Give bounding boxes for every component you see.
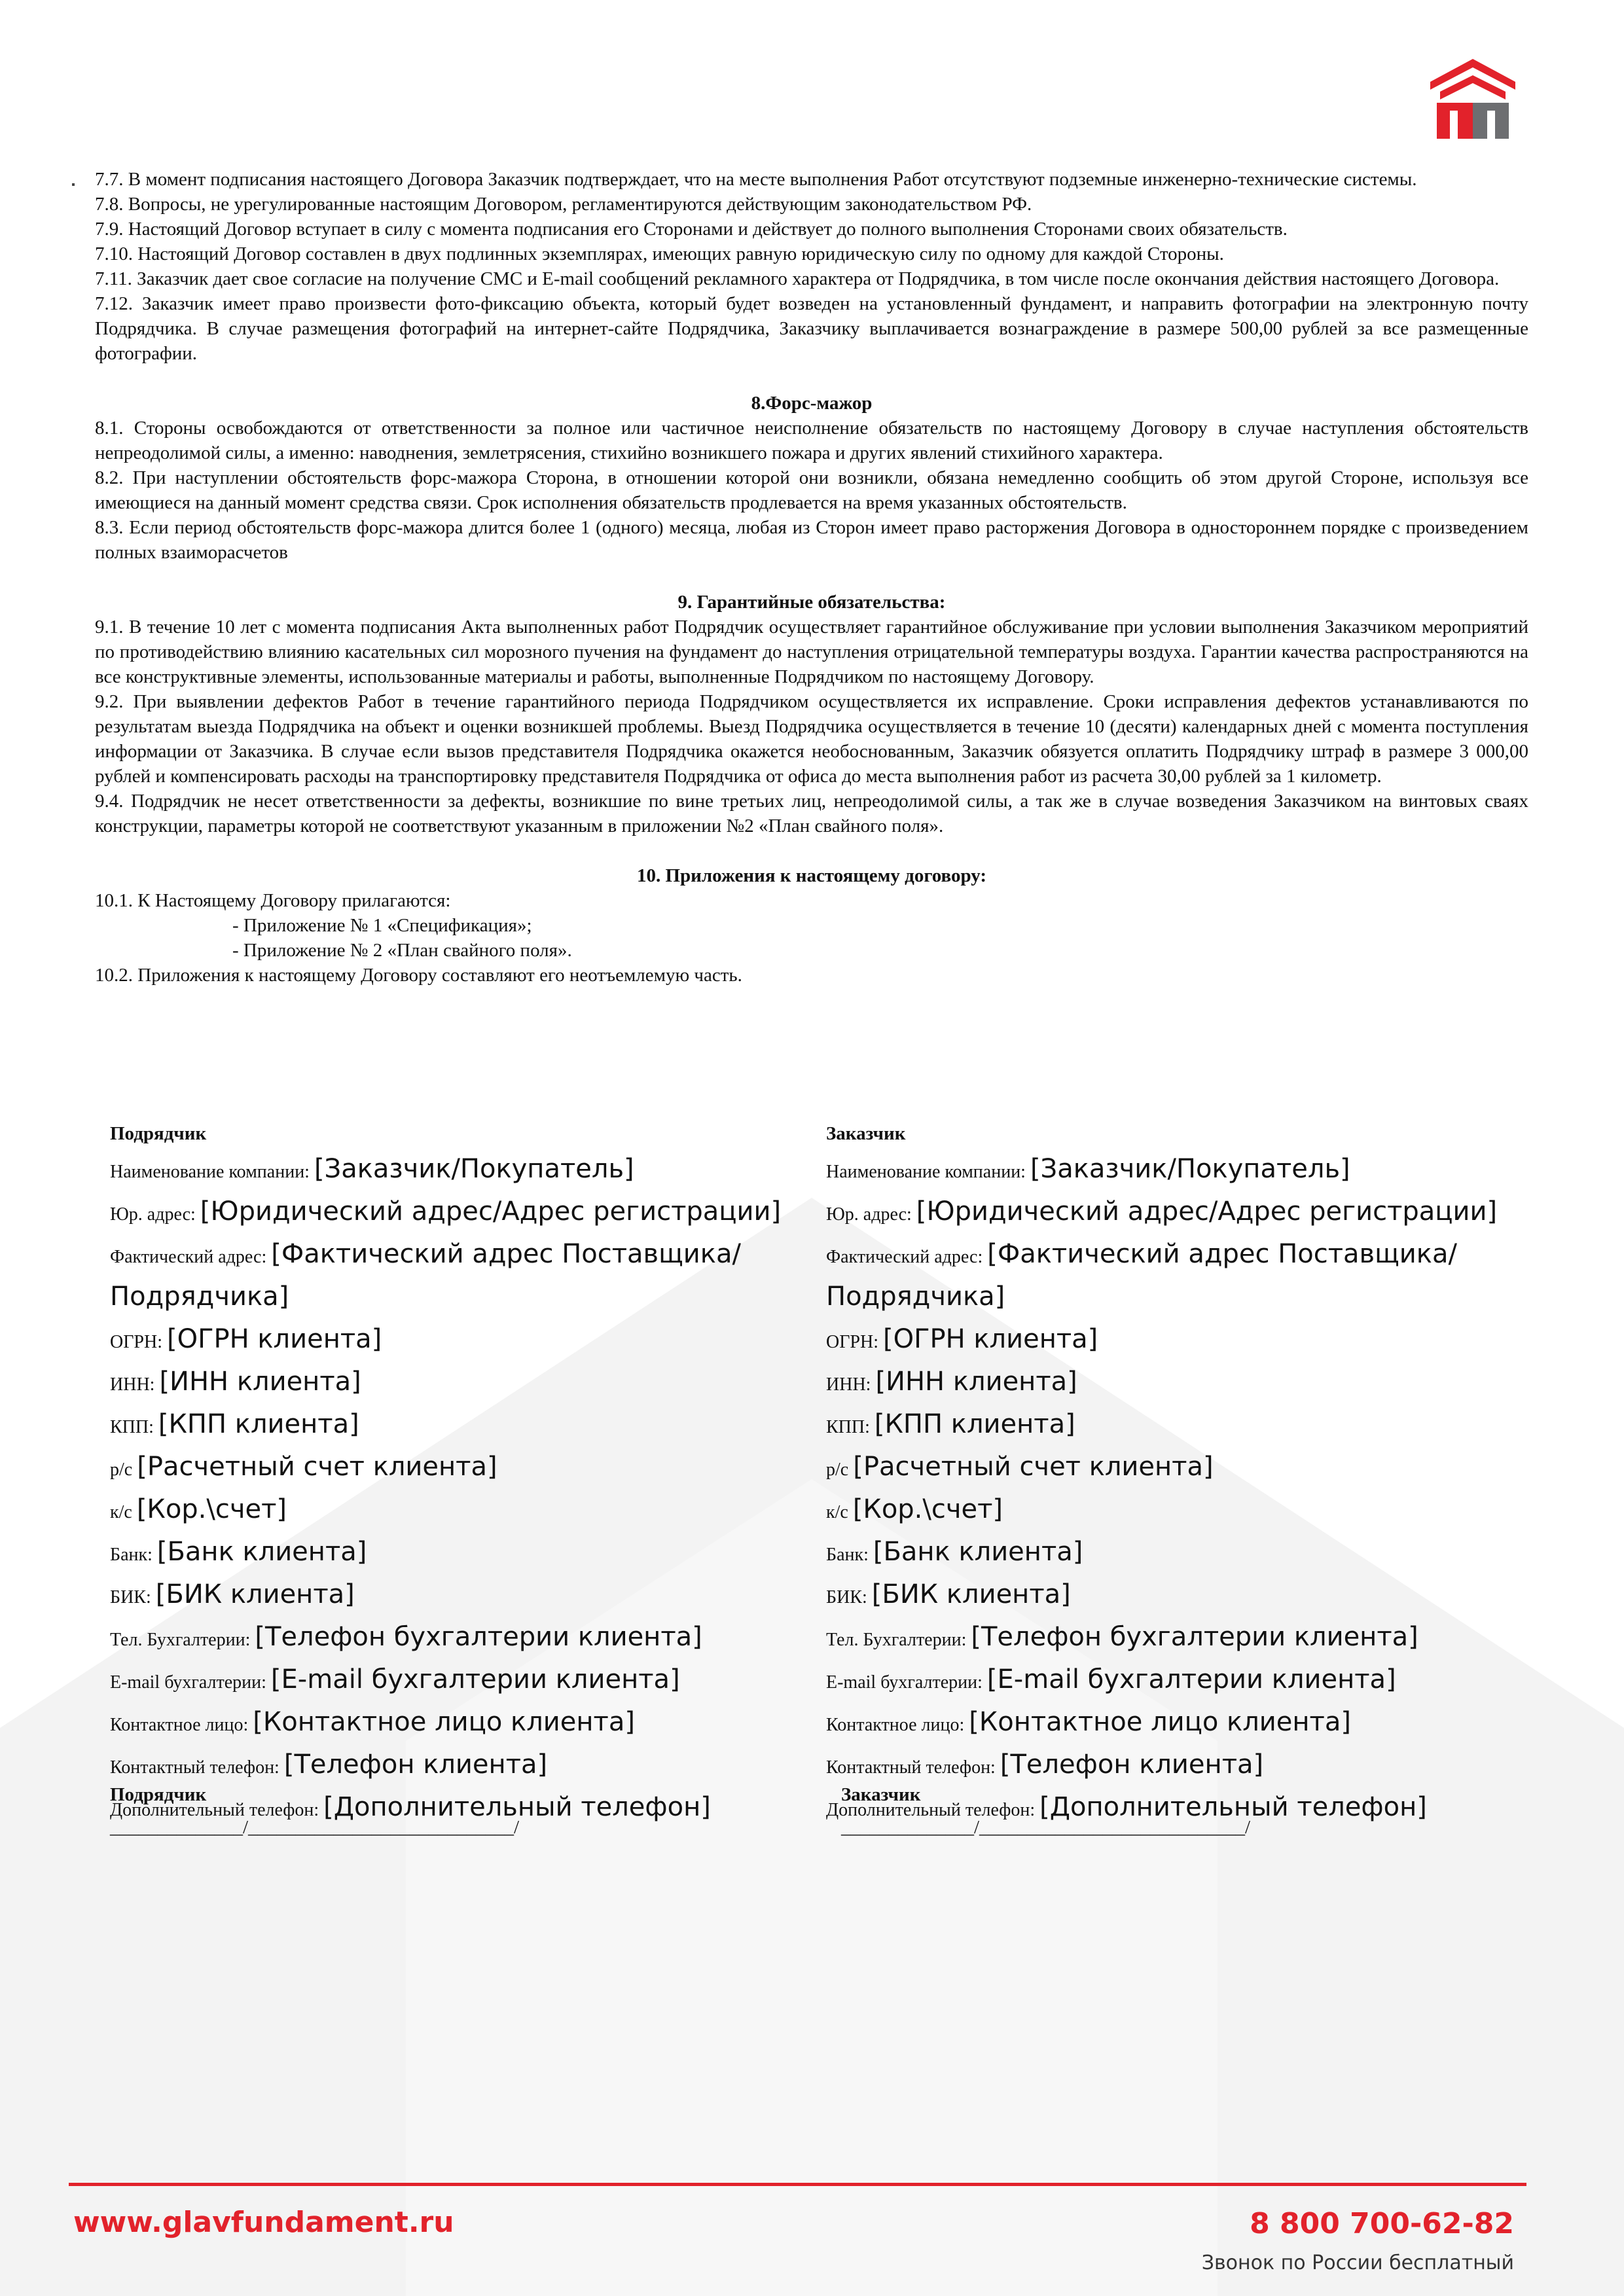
appendix-item-2: - Приложение № 2 «План свайного поля». bbox=[232, 940, 572, 961]
clause-7-9: 7.9. Настоящий Договор вступает в силу с момента подписания его Сторонами и действует до полного выполнения Сторонами своих обязательств. bbox=[95, 219, 1288, 240]
clause-9-2: 9.2. При выявлении дефектов Работ в течение гарантийного периода Подрядчиком осуществляется их исправление. Сроки исправления дефектов устанавливаются по результатам выезда Подрядчика на объект и оценки возникшей проблемы. Выезд Подрядчика осуществляется в течение 10 (десяти) календарных дней с момента поступления информации от Заказчика. В случае если вызов представителя Подрядчика окажется необоснованным, Заказчик обязуется оплатить Подрядчику штраф в размере 3 000,00 рублей и компенсировать расходы на транспортировку представителя Подрядчика от офиса до места выполнения работ из расчета 30,00 рублей за 1 километр. bbox=[95, 691, 1528, 787]
requisite-label: ИНН: bbox=[110, 1374, 160, 1395]
requisite-row bbox=[826, 1661, 1513, 1704]
requisite-value: [Контактное лицо клиента] bbox=[253, 1707, 635, 1737]
requisite-label: Юр. адрес: bbox=[110, 1204, 200, 1225]
requisite-row bbox=[826, 1534, 1513, 1576]
company-logo-icon bbox=[1424, 56, 1522, 141]
clause-10-1: 10.1. К Настоящему Договору прилагаются: bbox=[95, 890, 451, 911]
requisite-row bbox=[826, 1406, 1513, 1448]
footer-phone-note: Звонок по России бесплатный bbox=[1201, 2251, 1514, 2274]
requisite-row bbox=[110, 1576, 797, 1619]
requisite-value: [Юридический адрес/Адрес регистрации] bbox=[916, 1196, 1498, 1227]
requisite-label: Тел. Бухгалтерии: bbox=[110, 1630, 255, 1650]
footer-divider bbox=[69, 2183, 1526, 2186]
requisite-label: Банк: bbox=[826, 1545, 873, 1565]
section-9-title: 9. Гарантийные обязательства: bbox=[677, 592, 946, 613]
requisite-label: E-mail бухгалтерии: bbox=[110, 1672, 271, 1693]
requisite-value: [БИК клиента] bbox=[155, 1579, 355, 1609]
clause-7-11: 7.11. Заказчик дает свое согласие на получение СМС и E-mail сообщений рекламного характера от Подрядчика, в том числе после окончания действия настоящего Договора. bbox=[95, 268, 1500, 289]
requisite-label: Контактное лицо: bbox=[110, 1715, 253, 1735]
requisite-row bbox=[110, 1448, 797, 1491]
clause-7-8: 7.8. Вопросы, не урегулированные настоящим Договором, регламентируются действующим законодательством РФ. bbox=[95, 194, 1032, 215]
requisite-value: [Расчетный счет клиента] bbox=[137, 1452, 497, 1482]
footer-website-link[interactable]: www.glavfundament.ru bbox=[73, 2206, 454, 2239]
requisite-row bbox=[826, 1151, 1513, 1193]
contractor-signature-title: Подрядчик bbox=[110, 1784, 207, 1805]
customer-signature-block bbox=[841, 1782, 1250, 1842]
requisite-row bbox=[110, 1193, 797, 1236]
requisite-label: Юр. адрес: bbox=[826, 1204, 916, 1225]
requisite-label: КПП: bbox=[110, 1417, 158, 1437]
requisite-row bbox=[826, 1576, 1513, 1619]
requisite-label: р/с bbox=[110, 1460, 137, 1480]
requisite-value: [БИК клиента] bbox=[871, 1579, 1071, 1609]
clause-7-10: 7.10. Настоящий Договор составлен в двух подлинных экземплярах, имеющих равную юридическую силу по одному для каждой Стороны. bbox=[95, 243, 1224, 264]
requisite-label: Наименование компании: bbox=[826, 1162, 1030, 1182]
customer-requisites bbox=[826, 1121, 1513, 1831]
requisite-row bbox=[110, 1704, 797, 1746]
requisite-value: [Контактное лицо клиента] bbox=[969, 1707, 1351, 1737]
requisite-label: ИНН: bbox=[826, 1374, 876, 1395]
customer-signature-line: ______________/____________________________/ bbox=[841, 1817, 1251, 1838]
requisite-label: р/с bbox=[826, 1460, 854, 1480]
requisite-value: [Банк клиента] bbox=[873, 1537, 1083, 1567]
requisite-label: Дополнительный телефон: bbox=[110, 1800, 324, 1820]
section-8-title: 8.Форс-мажор bbox=[751, 393, 873, 414]
requisite-value: [Кор.\счет] bbox=[136, 1494, 287, 1524]
requisite-label: Тел. Бухгалтерии: bbox=[826, 1630, 971, 1650]
requisite-value: [E-mail бухгалтерии клиента] bbox=[986, 1664, 1396, 1695]
requisite-value: [ИНН клиента] bbox=[159, 1367, 361, 1397]
requisite-row bbox=[110, 1619, 797, 1661]
customer-title: Заказчик bbox=[826, 1123, 906, 1144]
requisite-value: [КПП клиента] bbox=[874, 1409, 1075, 1439]
requisite-value: [Телефон клиента] bbox=[1000, 1749, 1264, 1780]
requisite-row bbox=[110, 1236, 797, 1321]
contractor-requisites bbox=[110, 1121, 797, 1831]
requisite-value: [Заказчик/Покупатель] bbox=[1030, 1154, 1350, 1184]
requisite-value: [Расчетный счет клиента] bbox=[853, 1452, 1214, 1482]
requisite-label: к/с bbox=[826, 1502, 853, 1522]
clause-7-12: 7.12. Заказчик имеет право произвести фото-фиксацию объекта, который будет возведен на установленный фундамент, и направить фотографии на электронную почту Подрядчика. В случае размещения фотографий на интернет-сайте Подрядчика, Заказчику выплачивается вознаграждение в размере 500,00 рублей за все размещенные фотографии. bbox=[95, 293, 1528, 364]
requisite-label: Банк: bbox=[110, 1545, 157, 1565]
requisite-row bbox=[826, 1704, 1513, 1746]
requisite-value: [Банк клиента] bbox=[156, 1537, 367, 1567]
contractor-signature-line: ______________/____________________________/ bbox=[110, 1817, 520, 1838]
footer-phone[interactable]: 8 800 700-62-82 bbox=[1250, 2207, 1514, 2240]
requisite-value: [ОГРН клиента] bbox=[166, 1324, 382, 1354]
requisite-label: БИК: bbox=[826, 1587, 872, 1607]
requisite-label: к/с bbox=[110, 1502, 137, 1522]
requisite-row bbox=[826, 1193, 1513, 1236]
requisite-label: КПП: bbox=[826, 1417, 875, 1437]
requisite-value: [Фактический адрес Поставщика/Подрядчика] bbox=[826, 1239, 1457, 1312]
clause-9-1: 9.1. В течение 10 лет с момента подписания Акта выполненных работ Подрядчик осуществляет гарантийное обслуживание при условии выполнения Заказчиком мероприятий по противодействию влиянию касательных сил морозного пучения на фундамент до наступления отрицательной температуры воздуха. Гарантии качества распространяются на все конструктивные элементы, использованные материалы и работы, выполненные Подрядчиком по настоящему Договору. bbox=[95, 617, 1528, 687]
requisite-row bbox=[826, 1363, 1513, 1406]
clause-9-4: 9.4. Подрядчик не несет ответственности за дефекты, возникшие по вине третьих лиц, непреодолимой силы, а так же в случае возведения Заказчиком на винтовых сваях конструкции, параметры которой не соответствуют указанным в приложении №2 «План свайного поля». bbox=[95, 791, 1528, 836]
requisite-label: Фактический адрес: bbox=[826, 1247, 988, 1267]
contractor-title: Подрядчик bbox=[110, 1123, 207, 1144]
requisite-value: [Фактический адрес Поставщика/Подрядчика] bbox=[110, 1239, 741, 1312]
requisite-value: [Дополнительный телефон] bbox=[323, 1792, 711, 1822]
requisite-value: [Заказчик/Покупатель] bbox=[314, 1154, 634, 1184]
requisite-row bbox=[110, 1151, 797, 1193]
clause-8-1: 8.1. Стороны освобождаются от ответственности за полное или частичное неисполнение обязательств по настоящему Договору в случае наступления обстоятельств непреодолимой силы, а именно: наводнения, землетрясения, стихийно возникшего пожара и других явлений стихийного характера. bbox=[95, 418, 1528, 463]
requisite-row bbox=[110, 1661, 797, 1704]
margin-dot bbox=[72, 183, 75, 186]
requisite-row bbox=[110, 1406, 797, 1448]
requisite-label: Наименование компании: bbox=[110, 1162, 314, 1182]
requisite-value: [Телефон бухгалтерии клиента] bbox=[971, 1622, 1418, 1652]
requisite-label: Контактный телефон: bbox=[110, 1757, 284, 1778]
contractor-signature-block bbox=[110, 1782, 519, 1842]
requisite-value: [ИНН клиента] bbox=[875, 1367, 1077, 1397]
requisite-value: [Дополнительный телефон] bbox=[1039, 1792, 1427, 1822]
requisite-row bbox=[826, 1619, 1513, 1661]
requisite-row bbox=[110, 1491, 797, 1534]
requisite-row bbox=[110, 1321, 797, 1363]
requisite-row bbox=[826, 1236, 1513, 1321]
requisite-value: [Кор.\счет] bbox=[852, 1494, 1003, 1524]
requisite-row bbox=[826, 1321, 1513, 1363]
requisite-value: [Телефон клиента] bbox=[283, 1749, 548, 1780]
requisite-label: ОГРН: bbox=[826, 1332, 883, 1352]
section-10-title: 10. Приложения к настоящему договору: bbox=[636, 865, 987, 886]
requisite-label: БИК: bbox=[110, 1587, 156, 1607]
appendix-item-1: - Приложение № 1 «Спецификация»; bbox=[232, 915, 532, 936]
requisite-row bbox=[826, 1448, 1513, 1491]
requisite-value: [КПП клиента] bbox=[158, 1409, 359, 1439]
requisite-row bbox=[826, 1491, 1513, 1534]
requisite-label: Контактный телефон: bbox=[826, 1757, 1000, 1778]
requisite-label: E-mail бухгалтерии: bbox=[826, 1672, 987, 1693]
clause-8-3: 8.3. Если период обстоятельств форс-мажора длится более 1 (одного) месяца, любая из Сторон имеет право расторжения Договора в одностороннем порядке с произведением полных взаиморасчетов bbox=[95, 517, 1528, 563]
clause-8-2: 8.2. При наступлении обстоятельств форс-мажора Сторона, в отношении которой они возникли, обязана немедленно сообщить об этом другой Стороне, используя все имеющиеся на данный момент средства связи. Срок исполнения обязательств продлевается на время указанных обстоятельств. bbox=[95, 467, 1528, 513]
requisite-label: Фактический адрес: bbox=[110, 1247, 272, 1267]
clause-10-2: 10.2. Приложения к настоящему Договору составляют его неотъемлемую часть. bbox=[95, 965, 742, 986]
requisite-label: ОГРН: bbox=[110, 1332, 167, 1352]
requisite-row bbox=[110, 1534, 797, 1576]
requisite-value: [E-mail бухгалтерии клиента] bbox=[270, 1664, 680, 1695]
requisite-label: Контактное лицо: bbox=[826, 1715, 969, 1735]
clause-7-7: 7.7. В момент подписания настоящего Договора Заказчик подтверждает, что на месте выполнения Работ отсутствуют подземные инженерно-технические системы. bbox=[95, 169, 1417, 190]
requisite-row bbox=[110, 1363, 797, 1406]
contract-body bbox=[95, 167, 1528, 988]
requisite-label: Дополнительный телефон: bbox=[826, 1800, 1040, 1820]
requisite-value: [Телефон бухгалтерии клиента] bbox=[255, 1622, 702, 1652]
requisite-value: [ОГРН клиента] bbox=[882, 1324, 1098, 1354]
customer-signature-title: Заказчик bbox=[841, 1784, 921, 1805]
requisite-value: [Юридический адрес/Адрес регистрации] bbox=[200, 1196, 782, 1227]
